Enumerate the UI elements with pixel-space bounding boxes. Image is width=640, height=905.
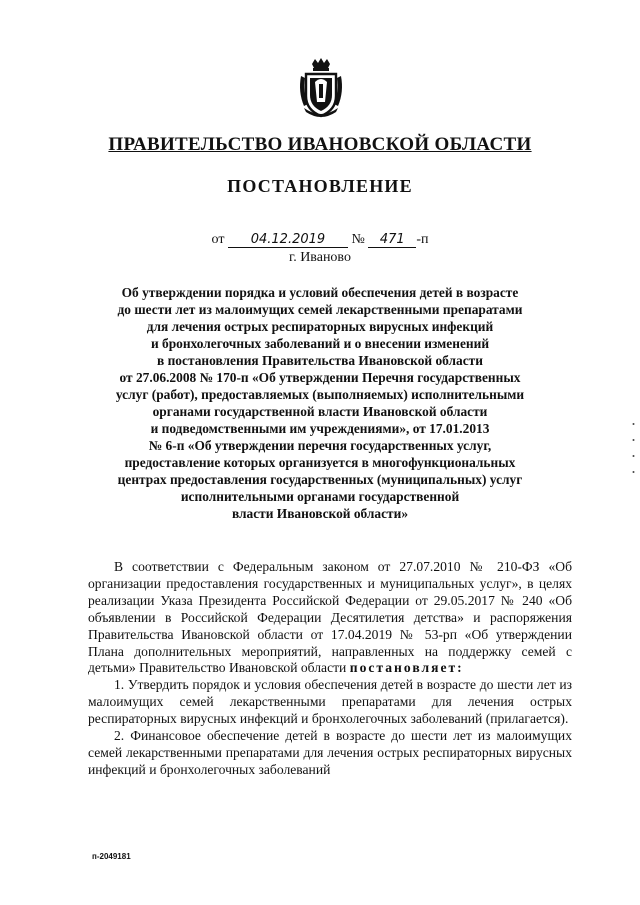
title-line: органами государственной власти Ивановской области <box>152 404 488 419</box>
document-dateline <box>0 232 640 248</box>
item-2: 2. Финансовое обеспечение детей в возрасте до шести лет из малоимущих семей лекарственными препаратами для лечения острых респираторных вирусных инфекций и бронхолегочных заболеваний <box>88 728 572 777</box>
item-1: 1. Утвердить порядок и условия обеспечения детей в возрасте до шести лет из малоимущих семей лекарственными препаратами для лечения острых респираторных вирусных инфекций и бронхолегочных заболеваний (прилагается). <box>88 677 572 727</box>
title-line: Об утверждении порядка и условий обеспечения детей в возрасте <box>121 285 519 300</box>
title-line: от 27.06.2008 № 170-п «Об утверждении Перечня государственных <box>119 370 521 385</box>
title-line: и бронхолегочных заболеваний и о внесении изменений <box>150 336 490 351</box>
document-type: ПОСТАНОВЛЕНИЕ <box>227 176 413 196</box>
title-line: предоставление которых организуется в многофункциональных <box>124 455 516 470</box>
title-line: в постановления Правительства Ивановской области <box>157 353 483 368</box>
document-title <box>60 284 580 522</box>
margin-marks <box>632 420 635 480</box>
title-line: № 6-п «Об утверждении перечня государственных услуг, <box>148 438 492 453</box>
decree-word: постановляет: <box>349 660 464 676</box>
document-city: г. Иваново <box>289 250 351 265</box>
title-line: услуг (работ), предоставляемых (выполняемых) исполнительными <box>115 387 525 402</box>
title-line: исполнительными органами государственной <box>180 489 460 504</box>
title-line: и подведомственными им учреждениями», от 17.01.2013 <box>150 421 490 436</box>
organization-name: ПРАВИТЕЛЬСТВО ИВАНОВСКОЙ ОБЛАСТИ <box>108 134 532 155</box>
date-prefix: от <box>211 232 225 247</box>
title-line: для лечения острых респираторных вирусных инфекций <box>146 319 494 334</box>
coat-of-arms-icon <box>298 58 344 120</box>
number-label: № <box>351 232 365 247</box>
document-date: 04.12.2019 <box>228 232 348 248</box>
footer-code: п-2049181 <box>92 852 131 861</box>
document-number: 471 <box>368 232 416 248</box>
title-line: до шести лет из малоимущих семей лекарственными препаратами <box>117 302 523 317</box>
preamble-text: В соответствии с Федеральным законом от 27.07.2010 № 210-ФЗ «Об организации предоставления государственных и муниципальных услуг», в целях реализации Указа Президента Российской Федерации от 29.05.2017 № 240 «Об объявлении в Российской Федерации Десятилетия детства» и распоряжения Правительства Ивановской области от 17.04.2019 № 53-рп «Об утверждении Плана дополнительных мероприятий, направленных на поддержку семей с детьми» Правительство Ивановской области <box>88 559 572 676</box>
title-line: центрах предоставления государственных (муниципальных) услуг <box>117 472 523 487</box>
preamble-paragraph <box>88 559 572 677</box>
number-suffix: -п <box>416 232 429 247</box>
document-body <box>88 559 572 779</box>
title-line: власти Ивановской области» <box>231 506 409 521</box>
